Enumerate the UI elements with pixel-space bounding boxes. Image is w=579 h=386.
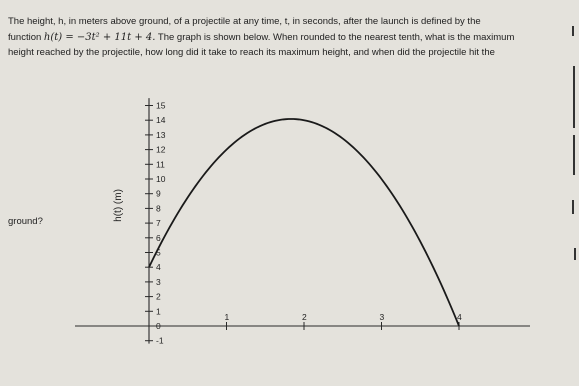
y-tick-label: 1 bbox=[156, 306, 161, 317]
y-tick-label: 15 bbox=[156, 100, 166, 111]
question-line-3: height reached by the projectile, how long did it take to reach its maximum height, and when did the projectile hit the bbox=[8, 47, 495, 58]
question-line-2-prefix: function bbox=[8, 31, 42, 43]
function-formula: h(t) = −3t² + 11t + 4. bbox=[43, 31, 156, 43]
page-edge-mark bbox=[572, 200, 574, 214]
y-tick-label: 5 bbox=[156, 247, 161, 258]
y-tick-label: 9 bbox=[156, 188, 161, 199]
question-line-4: ground? bbox=[8, 216, 43, 227]
x-tick-label: 2 bbox=[302, 312, 307, 322]
page-edge-mark bbox=[573, 135, 575, 175]
y-tick-label: 3 bbox=[156, 276, 161, 287]
tick-marks bbox=[145, 106, 459, 341]
question-line-2-suffix: The graph is shown below. When rounded to the nearest tenth, what is the maximum bbox=[157, 31, 515, 43]
y-tick-label: -1 bbox=[156, 335, 164, 346]
y-axis-label: h(t) (m) bbox=[113, 189, 124, 222]
question-line-1: The height, h, in meters above ground, of a projectile at any time, t, in seconds, after the launch is defined by the bbox=[8, 16, 481, 27]
y-tick-label: 4 bbox=[156, 262, 161, 273]
x-tick-label: 4 bbox=[457, 312, 462, 322]
y-tick-label: 11 bbox=[156, 159, 165, 170]
y-tick-label: 0 bbox=[156, 321, 161, 331]
y-tick-label: 14 bbox=[156, 115, 166, 126]
y-tick-label: 8 bbox=[156, 203, 161, 214]
y-tick-label: 7 bbox=[156, 218, 161, 229]
y-tick-label: 2 bbox=[156, 291, 161, 302]
x-tick-label: 1 bbox=[224, 312, 230, 322]
page-edge-mark bbox=[572, 26, 574, 36]
y-tick-label: 13 bbox=[156, 129, 166, 140]
page-edge-mark bbox=[574, 248, 576, 260]
y-tick-label: 10 bbox=[156, 174, 166, 184]
x-tick-label: 3 bbox=[379, 312, 385, 322]
tick-labels bbox=[156, 101, 462, 346]
series-curve bbox=[149, 119, 459, 326]
axes bbox=[75, 98, 530, 343]
page-edge-mark bbox=[573, 66, 575, 128]
y-tick-label: 12 bbox=[156, 144, 166, 155]
y-tick-label: 6 bbox=[156, 232, 161, 243]
